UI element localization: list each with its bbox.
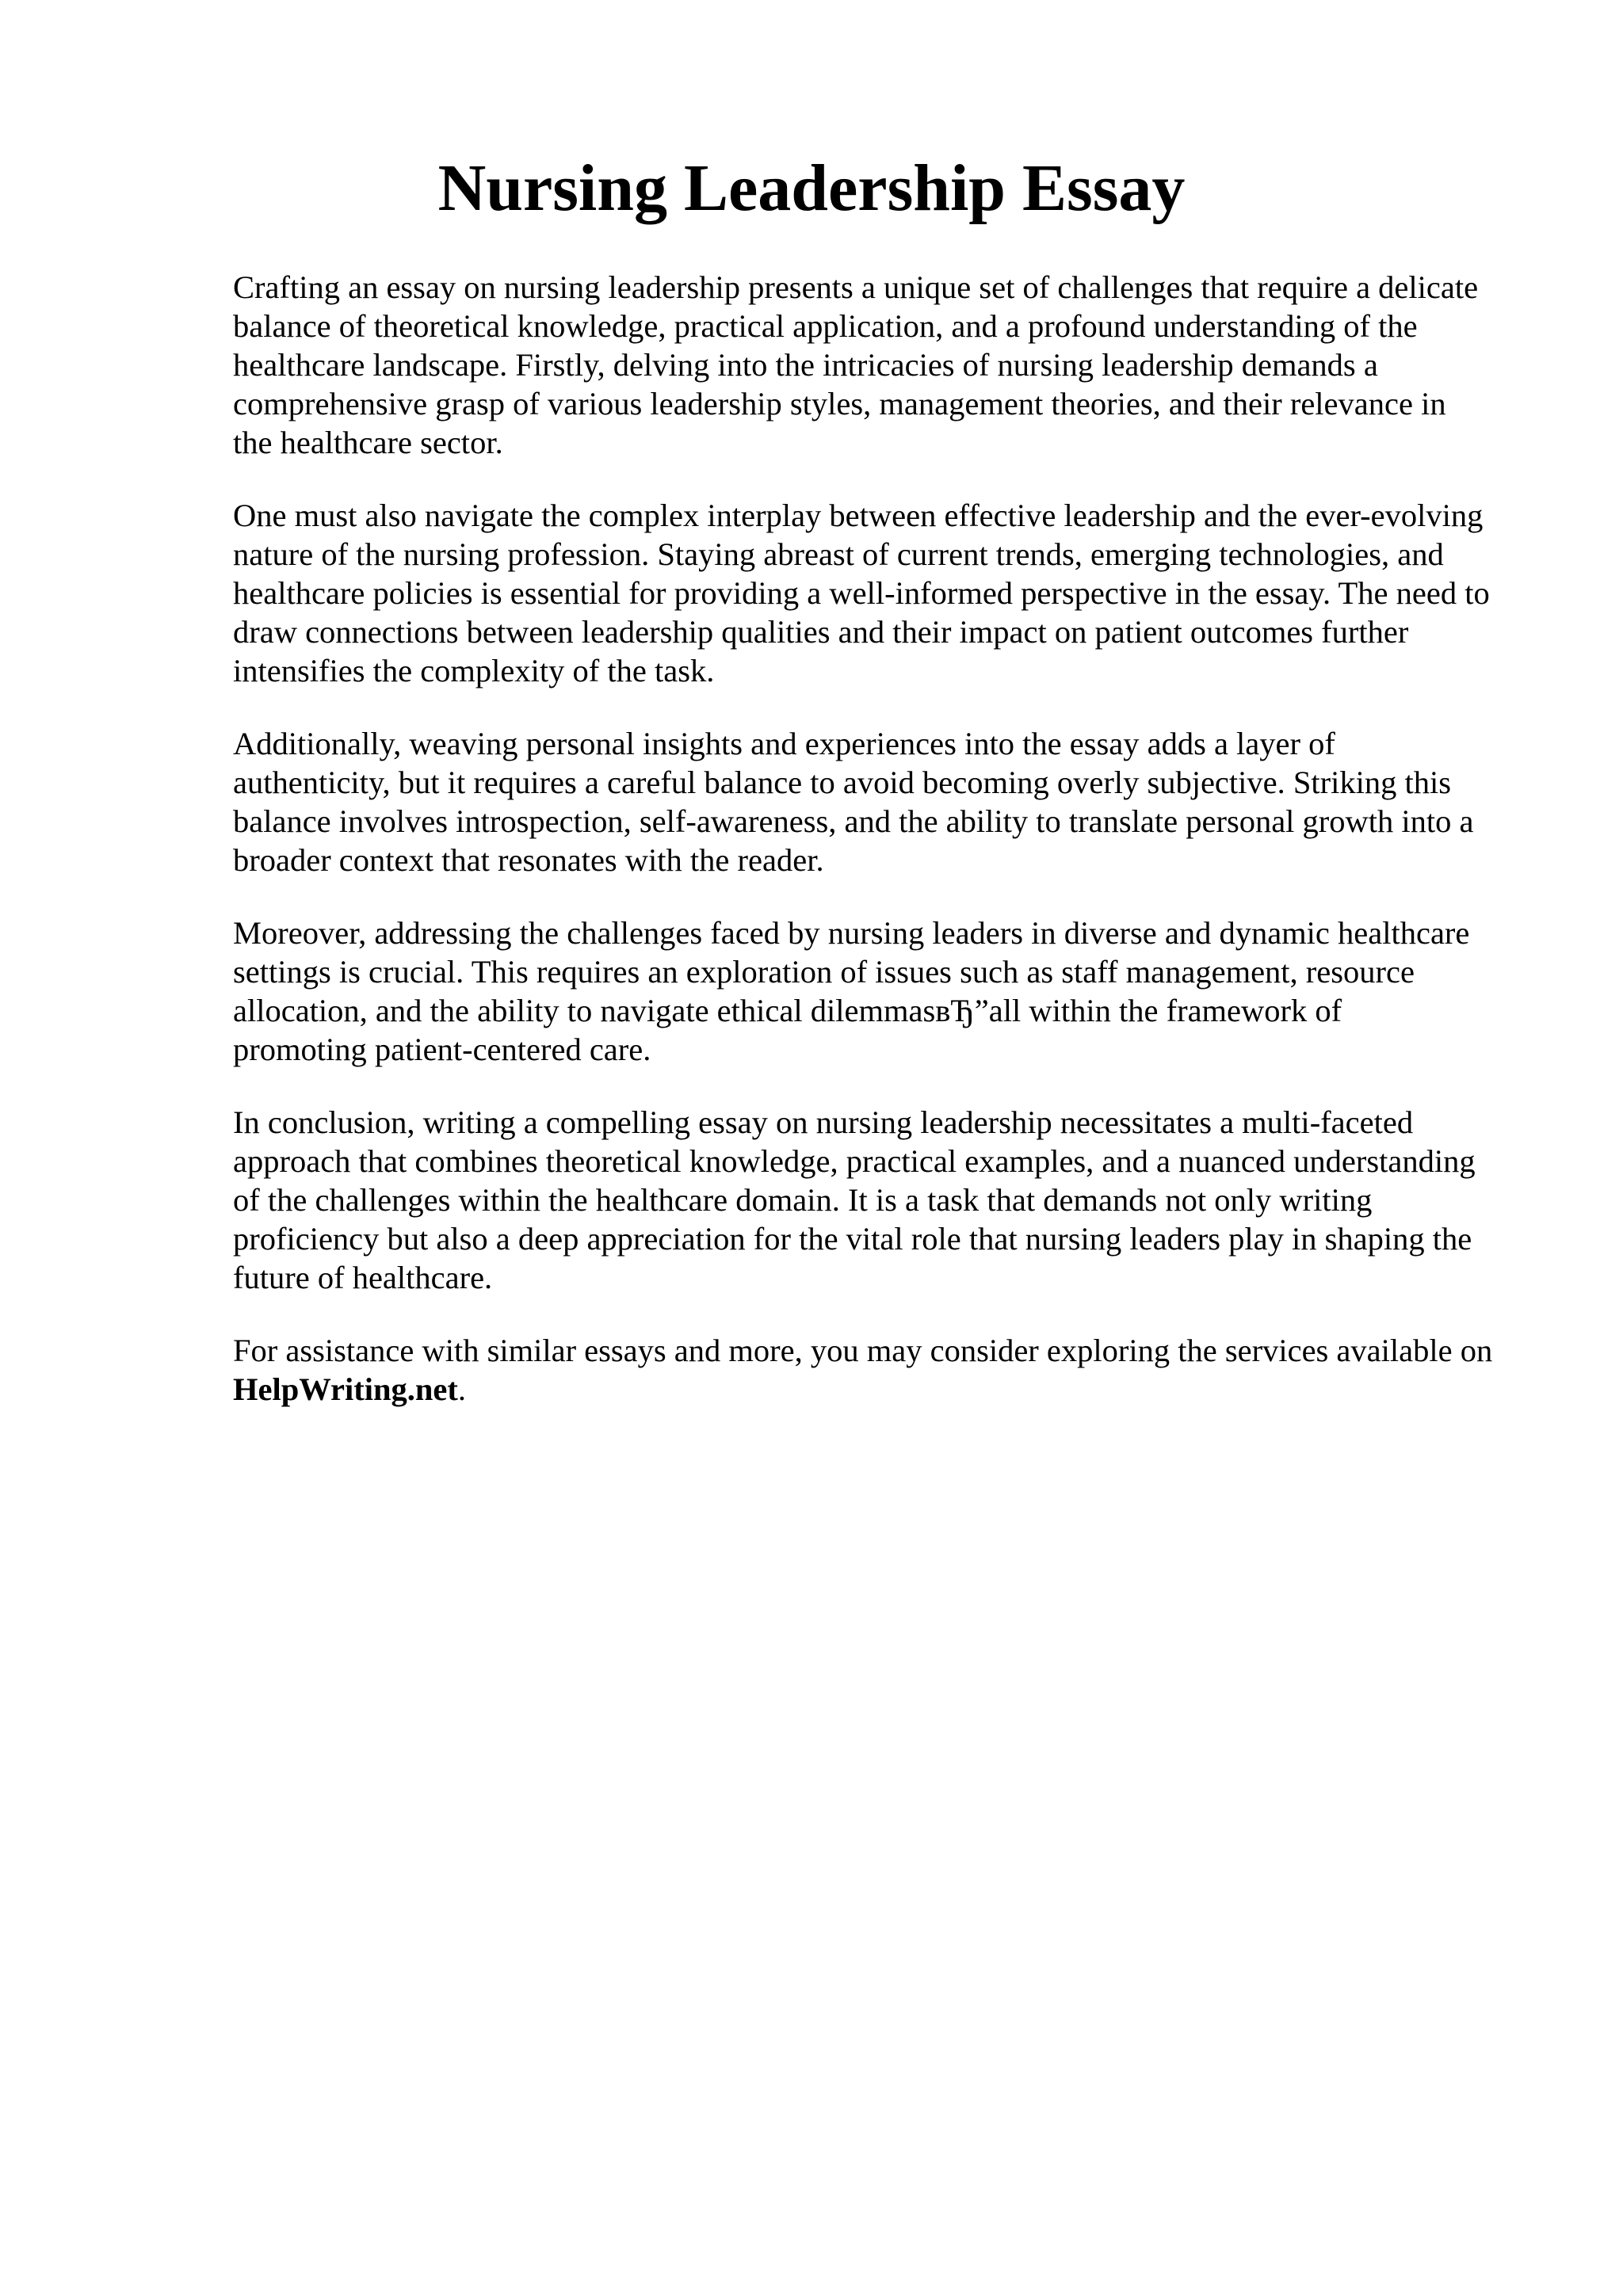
closing-paragraph — [233, 1331, 1533, 1409]
text-line: proficiency but also a deep appreciation for the vital role that nursing leaders play in shaping the — [233, 1221, 1472, 1257]
text-line: balance involves introspection, self-awareness, and the ability to translate personal growth into a — [233, 803, 1474, 839]
text-line: settings is crucial. This requires an exploration of issues such as staff management, resource — [233, 954, 1415, 990]
text-line: the healthcare sector. — [233, 425, 503, 460]
text-line: healthcare landscape. Firstly, delving into the intricacies of nursing leadership demands a — [233, 347, 1378, 383]
text-line: draw connections between leadership qualities and their impact on patient outcomes further — [233, 614, 1409, 650]
text-line: intensifies the complexity of the task. — [233, 653, 715, 688]
text-line — [233, 1370, 1533, 1409]
closing-period: . — [457, 1371, 467, 1407]
text-line: healthcare policies is essential for providing a well-informed perspective in the essay. The need to — [233, 575, 1490, 611]
text-line: approach that combines theoretical knowledge, practical examples, and a nuanced understanding — [233, 1143, 1476, 1179]
text-line: of the challenges within the healthcare domain. It is a task that demands not only writing — [233, 1182, 1373, 1218]
text-line: balance of theoretical knowledge, practical application, and a profound understanding of the — [233, 308, 1418, 344]
text-line: Additionally, weaving personal insights and experiences into the essay adds a layer of — [233, 726, 1335, 761]
paragraph-2 — [233, 496, 1533, 690]
text-line: allocation, and the ability to navigate ethical dilemmasвЂ”all within the framework of — [233, 993, 1342, 1028]
paragraph-5 — [233, 1103, 1533, 1297]
text-line: Moreover, addressing the challenges faced by nursing leaders in diverse and dynamic healthcare — [233, 915, 1470, 951]
text-line: For assistance with similar essays and more, you may consider exploring the services available on — [233, 1333, 1493, 1368]
text-line: nature of the nursing profession. Staying abreast of current trends, emerging technologies, and — [233, 536, 1444, 572]
text-line: future of healthcare. — [233, 1260, 493, 1295]
text-line: In conclusion, writing a compelling essay on nursing leadership necessitates a multi-faceted — [233, 1104, 1414, 1140]
helpwriting-link[interactable]: HelpWriting.net — [233, 1371, 458, 1407]
paragraph-1 — [233, 268, 1533, 462]
text-line: Crafting an essay on nursing leadership presents a unique set of challenges that require a delicate — [233, 269, 1479, 305]
text-line: authenticity, but it requires a careful balance to avoid becoming overly subjective. Striking this — [233, 765, 1452, 800]
text-line: comprehensive grasp of various leadership styles, management theories, and their relevance in — [233, 386, 1446, 421]
text-line: One must also navigate the complex interplay between effective leadership and the ever-evolving — [233, 498, 1484, 533]
paragraph-3 — [233, 724, 1533, 879]
text-line: broader context that resonates with the reader. — [233, 842, 824, 878]
page-title: Nursing Leadership Essay — [437, 151, 1186, 225]
essay-body — [233, 268, 1533, 1443]
text-line: promoting patient-centered care. — [233, 1032, 651, 1067]
paragraph-4 — [233, 913, 1533, 1069]
